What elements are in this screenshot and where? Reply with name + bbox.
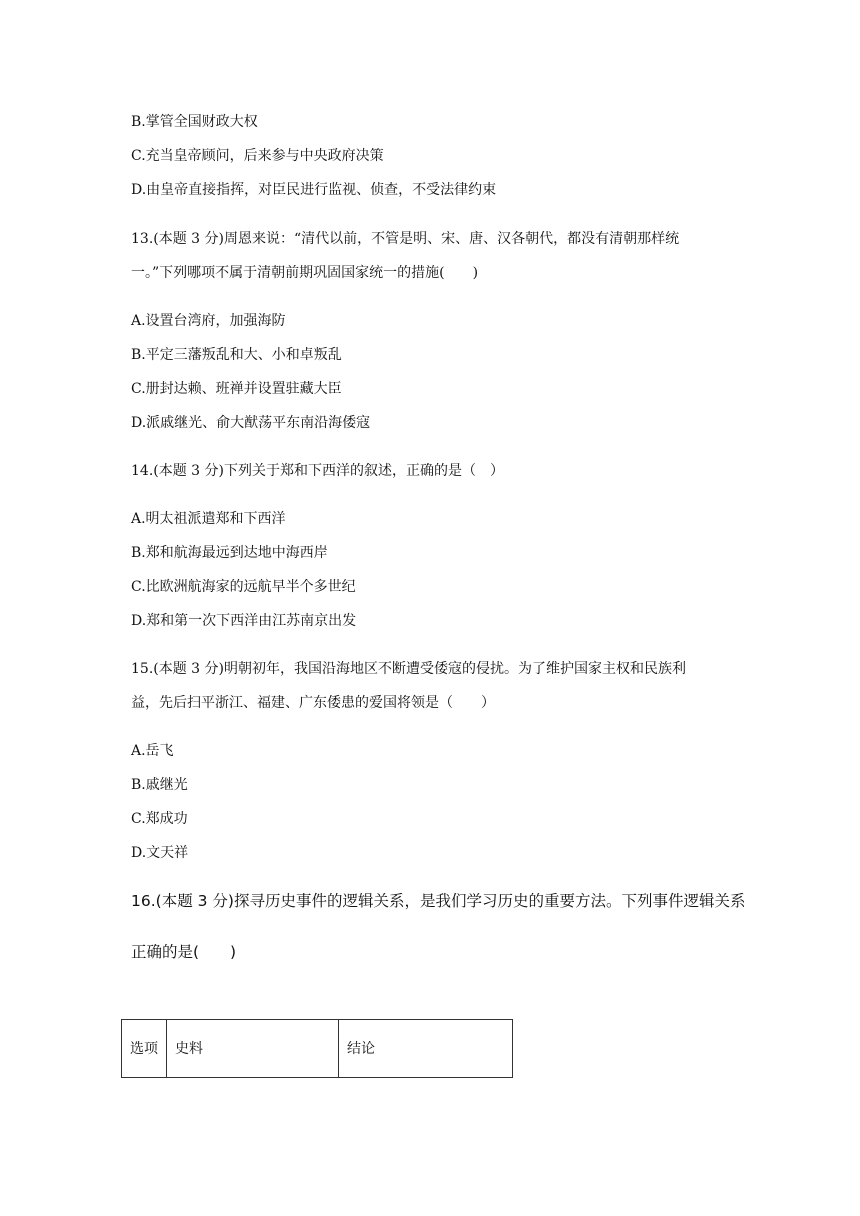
q15-option-b: B.戚继光 xyxy=(131,777,188,793)
table-header-row xyxy=(122,1020,513,1078)
q13-stem-line2: 一。”下列哪项不属于清朝前期巩固国家统一的措施( ) xyxy=(131,265,479,281)
q12-option-b: B.掌管全国财政大权 xyxy=(131,114,258,130)
q16-options-table xyxy=(121,1019,513,1078)
q15-option-c: C.郑成功 xyxy=(131,811,188,827)
q15-stem-line2: 益，先后扫平浙江、福建、广东倭患的爱国将领是（ ） xyxy=(131,695,495,711)
q14-option-d: D.郑和第一次下西洋由江苏南京出发 xyxy=(131,613,357,629)
q14-option-a: A.明太祖派遣郑和下西洋 xyxy=(131,511,286,527)
q14-option-b: B.郑和航海最远到达地中海西岸 xyxy=(131,545,328,561)
q13-stem-line1: 13.(本题 3 分)周恩来说：“清代以前，不管是明、宋、唐、汉各朝代，都没有清朝那样统 xyxy=(131,231,680,247)
q13-option-b: B.平定三藩叛乱和大、小和卓叛乱 xyxy=(131,347,342,363)
header-source: 史料 xyxy=(167,1020,339,1078)
q14-option-c: C.比欧洲航海家的远航早半个多世纪 xyxy=(131,579,356,595)
q16-stem-line2: 正确的是( ) xyxy=(131,943,237,961)
q14-stem: 14.(本题 3 分)下列关于郑和下西洋的叙述，正确的是（ ） xyxy=(131,463,504,479)
q15-option-a: A.岳飞 xyxy=(131,743,174,759)
q15-option-d: D.文天祥 xyxy=(131,845,189,861)
header-conclusion: 结论 xyxy=(339,1020,513,1078)
q13-option-c: C.册封达赖、班禅并设置驻藏大臣 xyxy=(131,381,342,397)
q16-stem-line1: 16.(本题 3 分)探寻历史事件的逻辑关系，是我们学习历史的重要方法。下列事件逻辑关系 xyxy=(131,892,746,910)
q12-option-d: D.由皇帝直接指挥，对臣民进行监视、侦查，不受法律约束 xyxy=(131,182,497,198)
q13-option-a: A.设置台湾府，加强海防 xyxy=(131,313,286,329)
q13-option-d: D.派戚继光、俞大猷荡平东南沿海倭寇 xyxy=(131,415,371,431)
q15-stem-line1: 15.(本题 3 分)明朝初年，我国沿海地区不断遭受倭寇的侵扰。为了维护国家主权和民族利 xyxy=(131,661,686,677)
header-option: 选项 xyxy=(122,1020,167,1078)
q12-option-c: C.充当皇帝顾问，后来参与中央政府决策 xyxy=(131,148,384,164)
